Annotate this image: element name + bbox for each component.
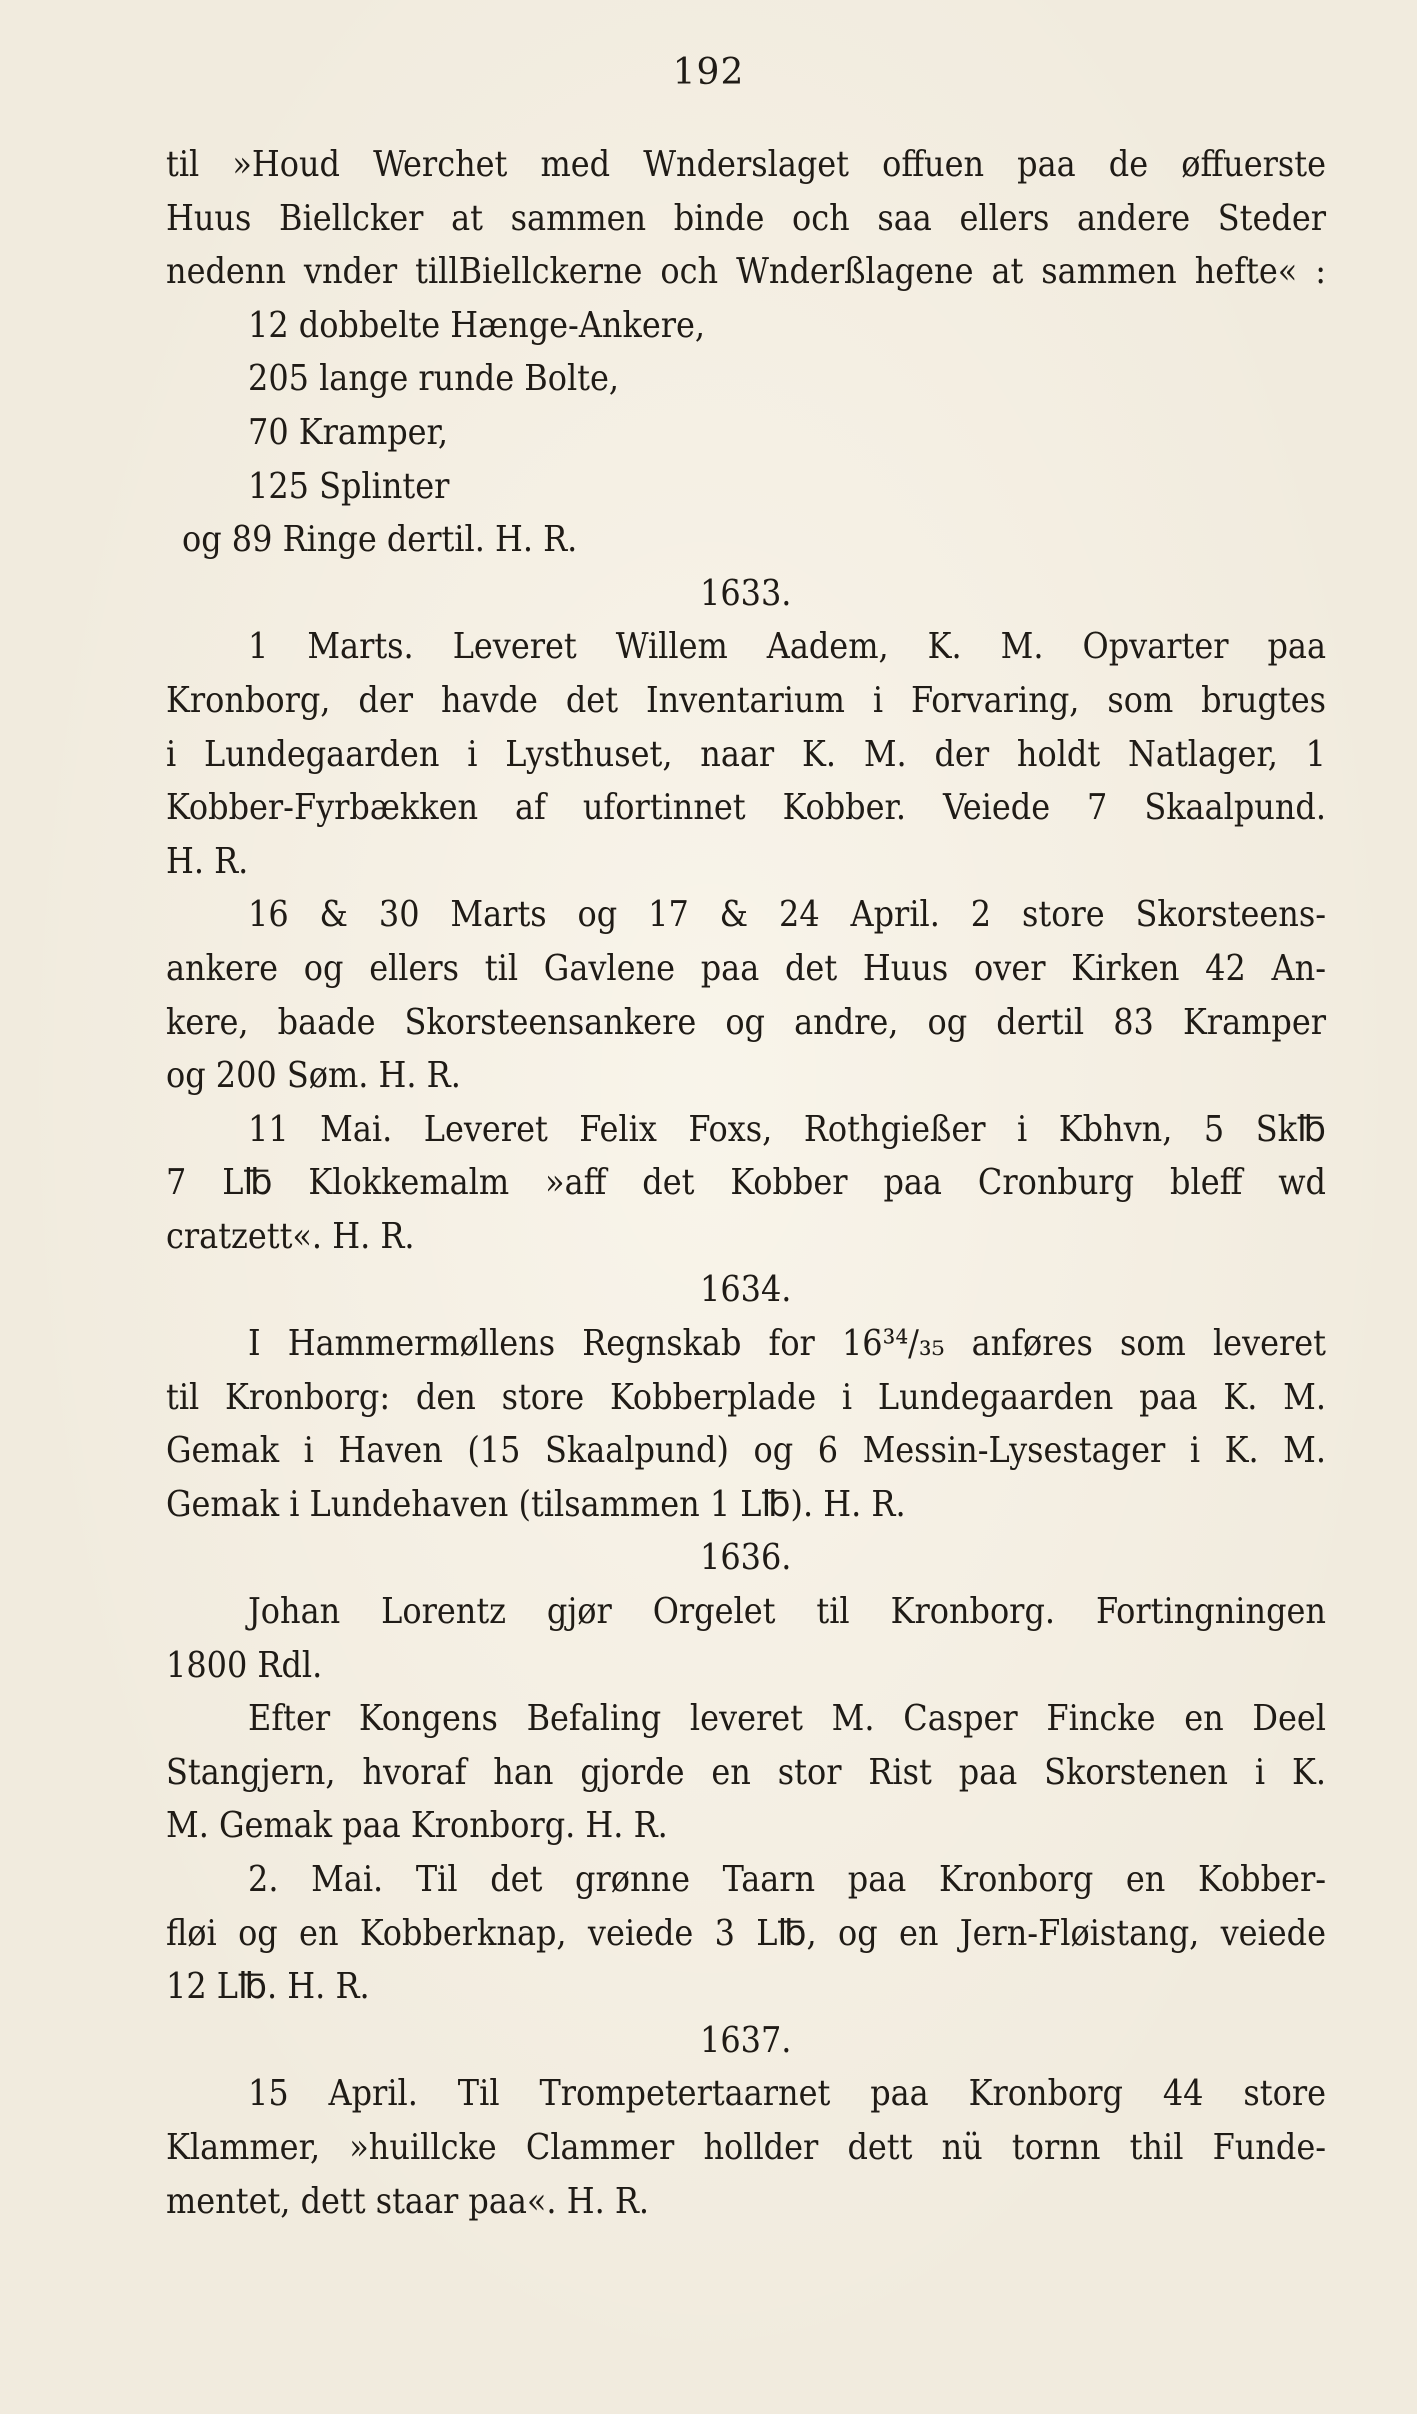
text-line: 12 dobbelte Hænge-Ankere,: [248, 304, 706, 346]
text-line: 125 Splinter: [248, 465, 450, 507]
text-line: Klammer, »huillcke Clammer hollder dett nü tornn thil Funde-: [166, 2126, 1326, 2168]
text-line: kere, baade Skorsteensankere og andre, og dertil 83 Kramper: [166, 1001, 1326, 1043]
text-line: H. R.: [166, 840, 249, 882]
text-line: 15 April. Til Trompetertaarnet paa Kronborg 44 store: [248, 2073, 1326, 2115]
text-line: M. Gemak paa Kronborg. H. R.: [166, 1805, 668, 1847]
text-line: Stangjern, hvoraf han gjorde en stor Rist paa Skorstenen i K.: [166, 1751, 1326, 1793]
text-line: Efter Kongens Befaling leveret M. Casper Fincke en Deel: [248, 1698, 1326, 1740]
text-line: til Kronborg: den store Kobberplade i Lundegaarden paa K. M.: [166, 1376, 1326, 1418]
year-heading: 1634.: [700, 1269, 792, 1311]
text-line: Kronborg, der havde det Inventarium i Forvaring, som brugtes: [166, 679, 1326, 721]
text-line: 1800 Rdl.: [166, 1644, 323, 1686]
text-line: i Lundegaarden i Lysthuset, naar K. M. der holdt Natlager, 1: [166, 733, 1326, 775]
text-line: cratzett«. H. R.: [166, 1215, 415, 1257]
text-line: 1 Marts. Leveret Willem Aadem, K. M. Opvarter paa: [248, 626, 1326, 668]
text-line: 16 & 30 Marts og 17 & 24 April. 2 store Skorsteens-: [248, 894, 1326, 936]
text-block: [166, 138, 1326, 2228]
text-line: 205 lange runde Bolte,: [248, 358, 620, 400]
text-line: og 200 Søm. H. R.: [166, 1055, 461, 1097]
text-line: I Hammermøllens Regnskab for 16³⁴/₃₅ anføres som leveret: [248, 1323, 1326, 1365]
text-line: Gemak i Haven (15 Skaalpund) og 6 Messin-Lysestager i K. M.: [166, 1430, 1326, 1472]
page-number: 192: [672, 52, 745, 93]
text-line: 2. Mai. Til det grønne Taarn paa Kronborg en Kobber-: [248, 1859, 1326, 1900]
text-line: og 89 Ringe dertil. H. R.: [182, 519, 578, 561]
text-line: 7 L℔ Klokkemalm »aff det Kobber paa Cronburg bleff wd: [166, 1162, 1326, 1204]
text-line: mentet, dett staar paa«. H. R.: [166, 2180, 650, 2222]
text-line: Huus Biellcker at sammen binde och saa ellers andere Steder: [166, 197, 1326, 239]
text-line: 11 Mai. Leveret Felix Foxs, Rothgießer i Kbhvn, 5 Sk℔: [248, 1108, 1326, 1150]
year-heading: 1636.: [700, 1537, 792, 1579]
year-heading: 1633.: [700, 572, 792, 614]
text-line: ankere og ellers til Gavlene paa det Huus over Kirken 42 An-: [166, 947, 1326, 989]
text-line: fløi og en Kobberknap, veiede 3 L℔, og en Jern-Fløistang, veiede: [166, 1912, 1326, 1954]
text-line: Johan Lorentz gjør Orgelet til Kronborg. Fortingningen: [248, 1591, 1326, 1633]
text-line: Kobber-Fyrbækken af ufortinnet Kobber. Veiede 7 Skaalpund.: [166, 787, 1326, 829]
text-line: Gemak i Lundehaven (tilsammen 1 L℔). H. R.: [166, 1483, 906, 1525]
text-line: til »Houd Werchet med Wnderslaget offuen paa de øffuerste: [166, 144, 1326, 185]
text-line: nedenn vnder tillBiellckerne och Wnderßlagene at sammen hefte« :: [166, 251, 1326, 293]
text-line: 12 L℔. H. R.: [166, 1966, 370, 2008]
year-heading: 1637.: [700, 2019, 792, 2061]
text-line: 70 Kramper,: [248, 411, 449, 453]
